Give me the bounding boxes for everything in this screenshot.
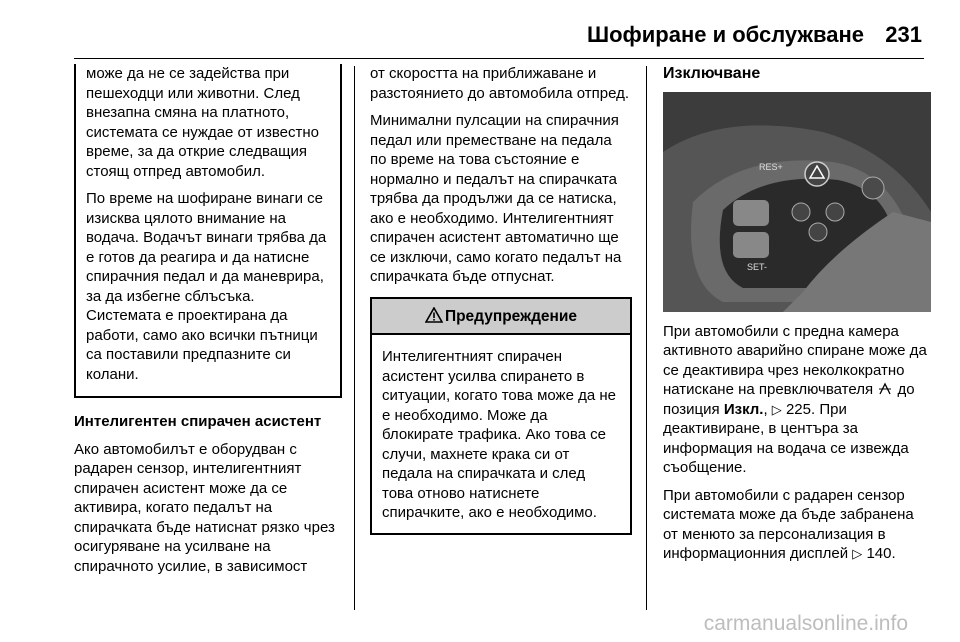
warning-box [370, 297, 632, 535]
set-label: SET- [747, 261, 768, 272]
col3-title: Изключване [663, 65, 761, 82]
column-1 [74, 64, 342, 584]
warning-triangle-icon [425, 307, 443, 323]
reference-arrow-icon: ▷ [852, 546, 863, 561]
header-rule [74, 58, 924, 59]
page-reference-225[interactable]: 225 [785, 400, 811, 418]
collision-switch-icon [877, 382, 893, 396]
steering-wheel-figure [663, 92, 931, 312]
header-title: Шофиране и обслужване [586, 22, 864, 47]
off-position-label: Изкл. [723, 400, 764, 418]
column-rule-2 [646, 66, 647, 610]
warning-header [372, 299, 630, 336]
col2-paragraph-1: от скоростта на приближаване и разстоянието до автомобила отпред. [370, 65, 630, 102]
section-title: Интелигентен спирачен асистент [74, 413, 322, 430]
warning-title: Предупреждение [444, 307, 578, 325]
page-reference-140[interactable]: 140 [866, 545, 892, 562]
watermark: carmanualsonline.info [703, 612, 908, 635]
col3-paragraph-2: При автомобили с радарен сензор системата може да бъде забранена от менюто за персонализация в информационния дисплей ▷ 140. [663, 486, 914, 562]
column-rule-1 [354, 66, 355, 610]
continued-text-box [74, 64, 342, 398]
reference-arrow-icon: ▷ [771, 401, 782, 417]
col3-paragraph-1: При автомобили с предна камера активното аварийно спиране може да се деактивира чрез неколкократно натискане на превключвателя до позиция Изкл., ▷ 225. При деактивиране, в центъра за информация на водача се извежда съобщение. [663, 322, 927, 476]
column-2 [370, 64, 632, 535]
col2-paragraph-2: Минимални пулсации на спирачния педал или преместване на педала по време на това състояние е нормално и педалът на спирачката трябва да продължи да се натиска, ако е необходимо. Интелигентният спирачен асистент автоматично ще се изключи, само когато педалът на спирачката бъде отпуснат. [370, 112, 622, 285]
page-number: 231 [885, 22, 922, 47]
res-label: RES+ [759, 161, 783, 172]
warning-text: Интелигентният спирачен асистент усилва спирането в ситуации, когато това може да не е необходимо. Може да блокирате трафика. Ако това се случи, махнете крака си от педала на спирачката и след това отново натиснете спирачките, ако е необходимо. [382, 348, 616, 521]
section-text: Ако автомобилът е оборудван с радарен сензор, интелигентният спирачен асистент може да се активира, когато педалът на спирачката бъде натиснат рязко чрез осигуряване на усилване на спирачното усилие, в зависимост [74, 440, 335, 575]
box-paragraph-2: По време на шофиране винаги се изисква цялото внимание на водача. Водачът винаги трябва да е готов да реагира и да натисне спирачния педал и да маневрира, за да избегне сблъсъка. Системата е проектирана да работи, само ако всички пътници са поставили предпазните си колани. [86, 190, 327, 383]
box-paragraph-1: може да не се задейства при пешеходци или животни. След внезапна смяна на платното, системата се нуждае от известно време, за да открие следващия стоящ отпред автомобил. [86, 65, 320, 180]
column-3 [663, 64, 929, 572]
